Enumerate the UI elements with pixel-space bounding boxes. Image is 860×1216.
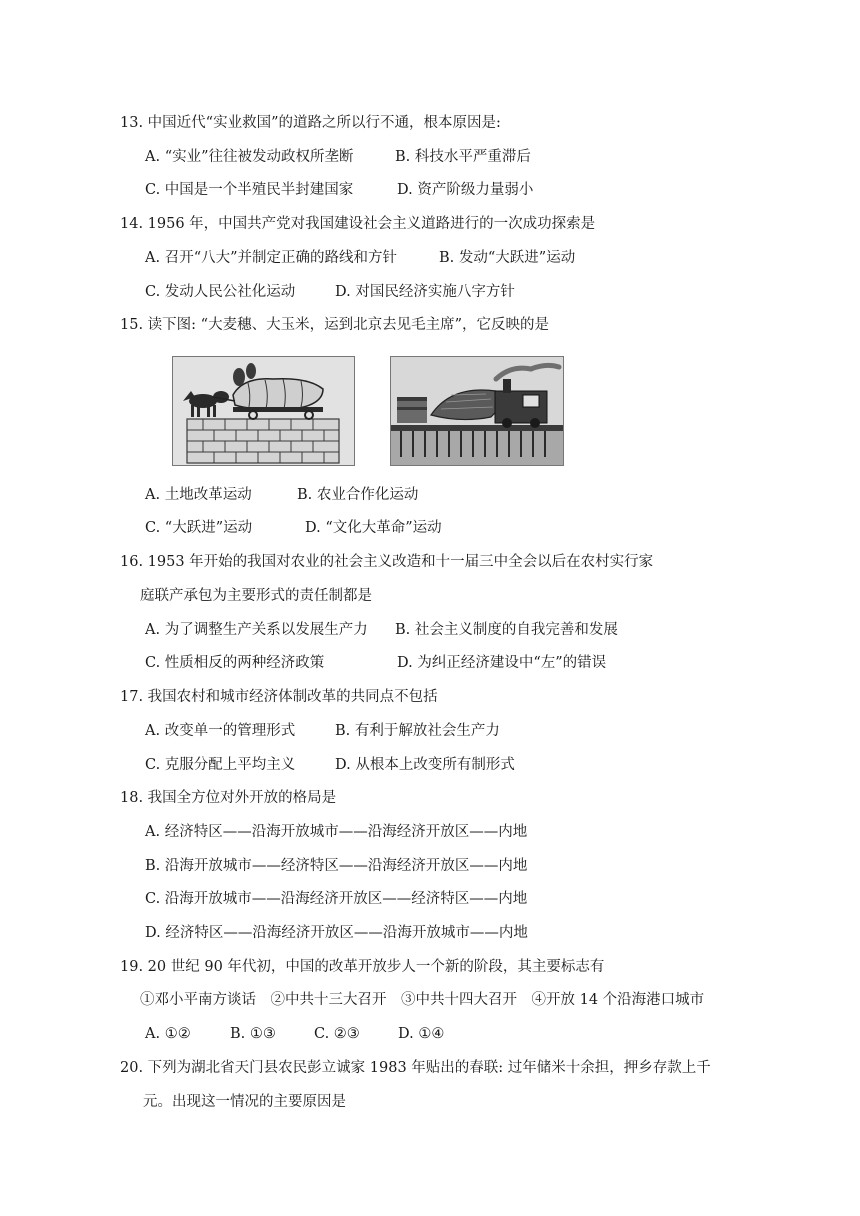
q18-option-c: C. 沿海开放城市——沿海经济开放区——经济特区——内地 (145, 891, 528, 907)
q13-option-d: D. 资产阶级力量弱小 (397, 182, 534, 198)
q13-option-c: C. 中国是一个半殖民半封建国家 (145, 182, 354, 198)
train-illustration (390, 356, 564, 466)
q19-option-c: C. ②③ (314, 1026, 360, 1042)
q19-option-a: A. ①② (145, 1026, 191, 1042)
q16-option-b: B. 社会主义制度的自我完善和发展 (395, 622, 618, 638)
q15-option-d: D. “文化大革命”运动 (305, 520, 442, 536)
q17-option-b: B. 有利于解放社会生产力 (335, 723, 500, 739)
q16-option-d: D. 为纠正经济建设中“左”的错误 (397, 655, 607, 671)
q13-option-a: A. “实业”往往被发动政权所垄断 (145, 149, 354, 165)
q19-option-b: B. ①③ (230, 1026, 276, 1042)
q14-stem: 14. 1956 年，中国共产党对我国建设社会主义道路进行的一次成功探索是 (120, 216, 596, 232)
q18-option-a: A. 经济特区——沿海开放城市——沿海经济开放区——内地 (145, 824, 528, 840)
q19-option-d: D. ①④ (398, 1026, 445, 1042)
q15-option-b: B. 农业合作化运动 (297, 487, 419, 503)
q14-option-a: A. 召开“八大”并制定正确的路线和方针 (145, 250, 398, 266)
q13-option-b: B. 科技水平严重滞后 (395, 149, 531, 165)
q18-option-b: B. 沿海开放城市——经济特区——沿海经济开放区——内地 (145, 858, 528, 874)
train-drawing (391, 357, 563, 465)
q18-option-d: D. 经济特区——沿海经济开放区——沿海开放城市——内地 (145, 925, 528, 941)
q15-option-c: C. “大跃进”运动 (145, 520, 253, 536)
q19-choices: ①邓小平南方谈话 ②中共十三大召开 ③中共十四大召开 ④开放 14 个沿海港口城市 (140, 992, 705, 1008)
cart-drawing (173, 357, 354, 465)
q18-stem: 18. 我国全方位对外开放的格局是 (120, 790, 337, 806)
q16-stem-line1: 16. 1953 年开始的我国对农业的社会主义改造和十一届三中全会以后在农村实行家 (120, 554, 654, 570)
q15-stem: 15. 读下图: “大麦穗、大玉米，运到北京去见毛主席”，它反映的是 (120, 317, 549, 333)
q14-option-d: D. 对国民经济实施八字方针 (335, 284, 515, 300)
q15-option-a: A. 土地改革运动 (145, 487, 252, 503)
cart-illustration (172, 356, 355, 466)
q14-option-c: C. 发动人民公社化运动 (145, 284, 296, 300)
q16-stem-line2: 庭联产承包为主要形式的责任制都是 (140, 588, 372, 604)
q14-option-b: B. 发动“大跃进”运动 (439, 250, 576, 266)
q13-stem: 13. 中国近代“实业救国”的道路之所以行不通，根本原因是: (120, 115, 501, 131)
q16-option-c: C. 性质相反的两种经济政策 (145, 655, 325, 671)
q20-stem-line1: 20. 下列为湖北省天门县农民彭立诚家 1983 年贴出的春联: 过年储米十余担，押乡存款上千 (120, 1060, 711, 1076)
q20-stem-line2: 元。出现这一情况的主要原因是 (143, 1094, 346, 1110)
q16-option-a: A. 为了调整生产关系以发展生产力 (145, 622, 368, 638)
q17-option-d: D. 从根本上改变所有制形式 (335, 757, 515, 773)
q19-stem: 19. 20 世纪 90 年代初，中国的改革开放步人一个新的阶段，其主要标志有 (120, 959, 605, 975)
q17-stem: 17. 我国农村和城市经济体制改革的共同点不包括 (120, 689, 438, 705)
q17-option-c: C. 克服分配上平均主义 (145, 757, 296, 773)
q17-option-a: A. 改变单一的管理形式 (145, 723, 296, 739)
